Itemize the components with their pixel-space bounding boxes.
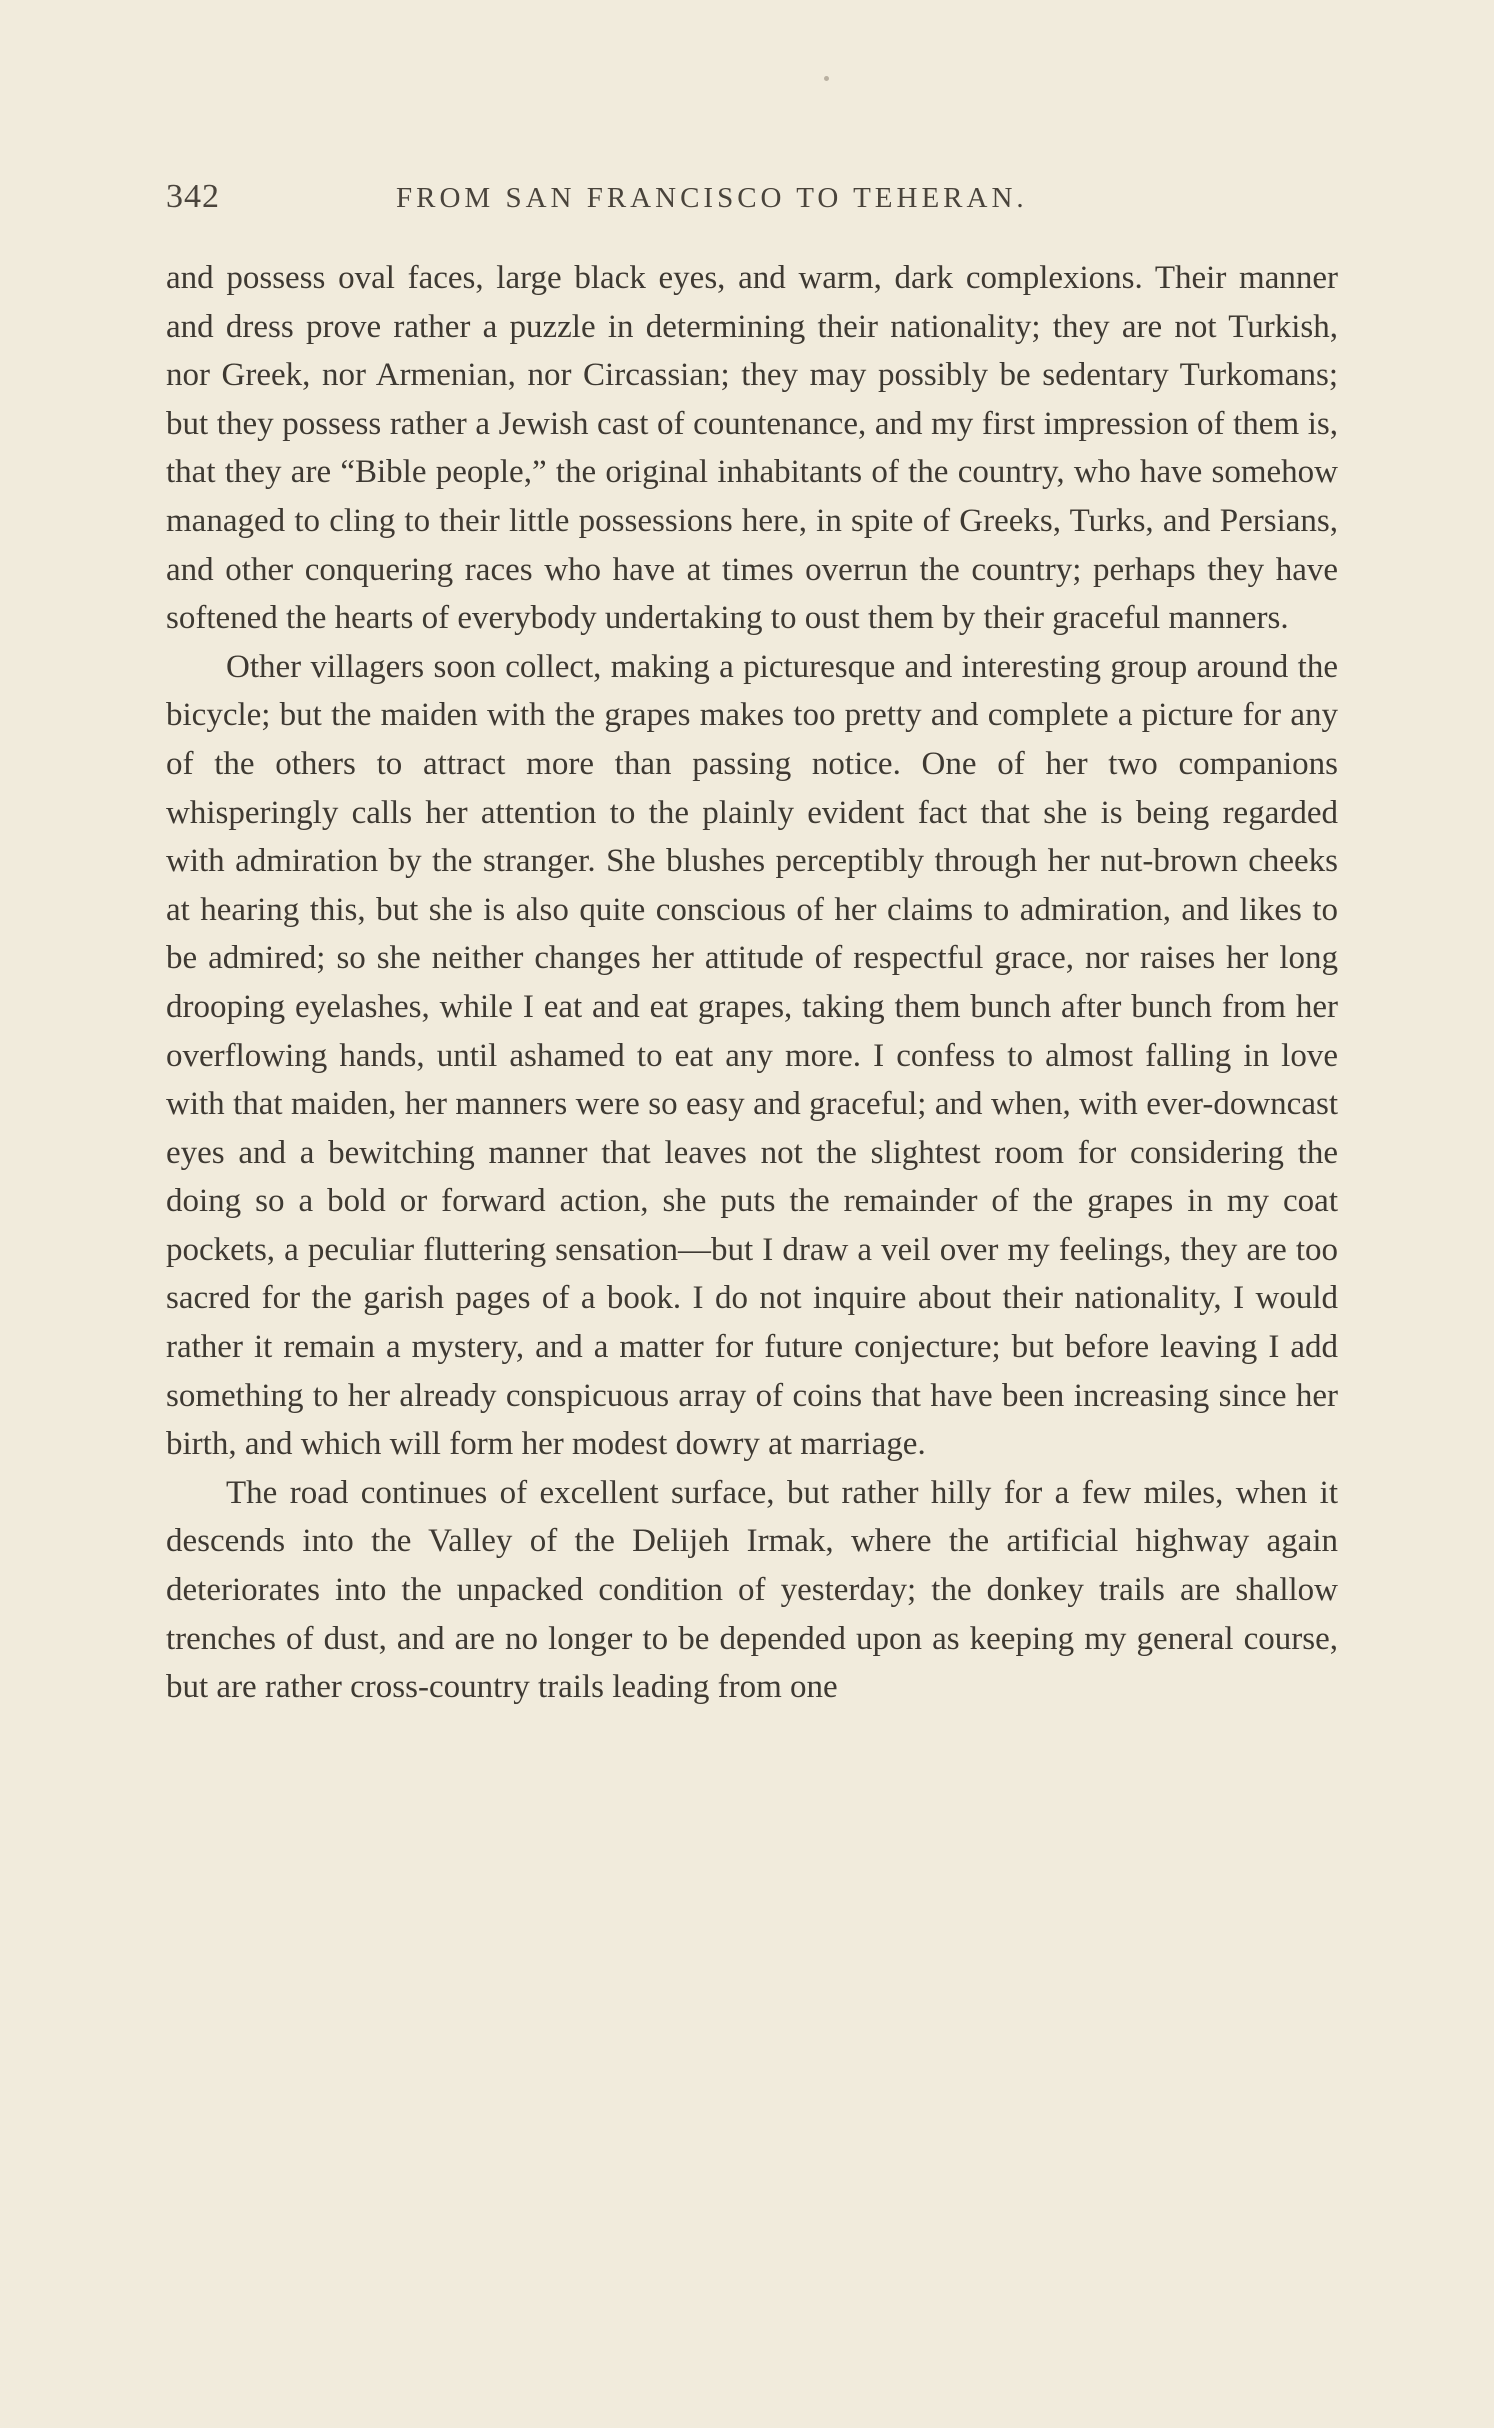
page-number: 342 [166, 178, 220, 215]
running-title: FROM SAN FRANCISCO TO TEHERAN. [396, 182, 1028, 214]
paragraph-2: Other villagers soon collect, making a picturesque and interesting group around the bicycle; but the maiden with the grapes makes too pretty and complete a picture for any of the others to attract more than passing notice. One of her two companions whisperingly calls her attention to the plainly evident fact that she is being regarded with admiration by the stranger. She blushes perceptibly through her nut-brown cheeks at hearing this, but she is also quite conscious of her claims to admiration, and likes to be admired; so she neither changes her attitude of respectful grace, nor raises her long drooping eyelashes, while I eat and eat grapes, taking them bunch after bunch from her overflowing hands, until ashamed to eat any more. I confess to almost falling in love with that maiden, her manners were so easy and graceful; and when, with ever-downcast eyes and a bewitching manner that leaves not the slightest room for considering the doing so a bold or forward action, she puts the remainder of the grapes in my coat pockets, a peculiar fluttering sensation—but I draw a veil over my feelings, they are too sacred for the garish pages of a book. I do not inquire about their nationality, I would rather it remain a mystery, and a matter for future conjecture; but before leaving I add something to her already conspicuous array of coins that have been increasing since her birth, and which will form her modest dowry at marriage. [166, 648, 1338, 1463]
page-speck [824, 76, 829, 81]
page-header [166, 178, 1338, 218]
body-text [166, 254, 1338, 1712]
paragraph-1: and possess oval faces, large black eyes, and warm, dark complexions. Their manner and dress prove rather a puzzle in determining their nationality; they are not Turkish, nor Greek, nor Armenian, nor Circassian; they may possibly be sedentary Turkomans; but they possess rather a Jewish cast of countenance, and my first impression of them is, that they are “Bible people,” the original inhabitants of the country, who have somehow managed to cling to their little possessions here, in spite of Greeks, Turks, and Persians, and other conquering races who have at times overrun the country; perhaps they have softened the hearts of everybody undertaking to oust them by their graceful manners. [166, 260, 1338, 637]
paragraph-3: The road continues of excellent surface, but rather hilly for a few miles, when it descends into the Valley of the Delijeh Irmak, where the artificial highway again deteriorates into the unpacked condition of yesterday; the donkey trails are shallow trenches of dust, and are no longer to be depended upon as keeping my general course, but are rather cross-country trails leading from one [166, 1474, 1338, 1706]
